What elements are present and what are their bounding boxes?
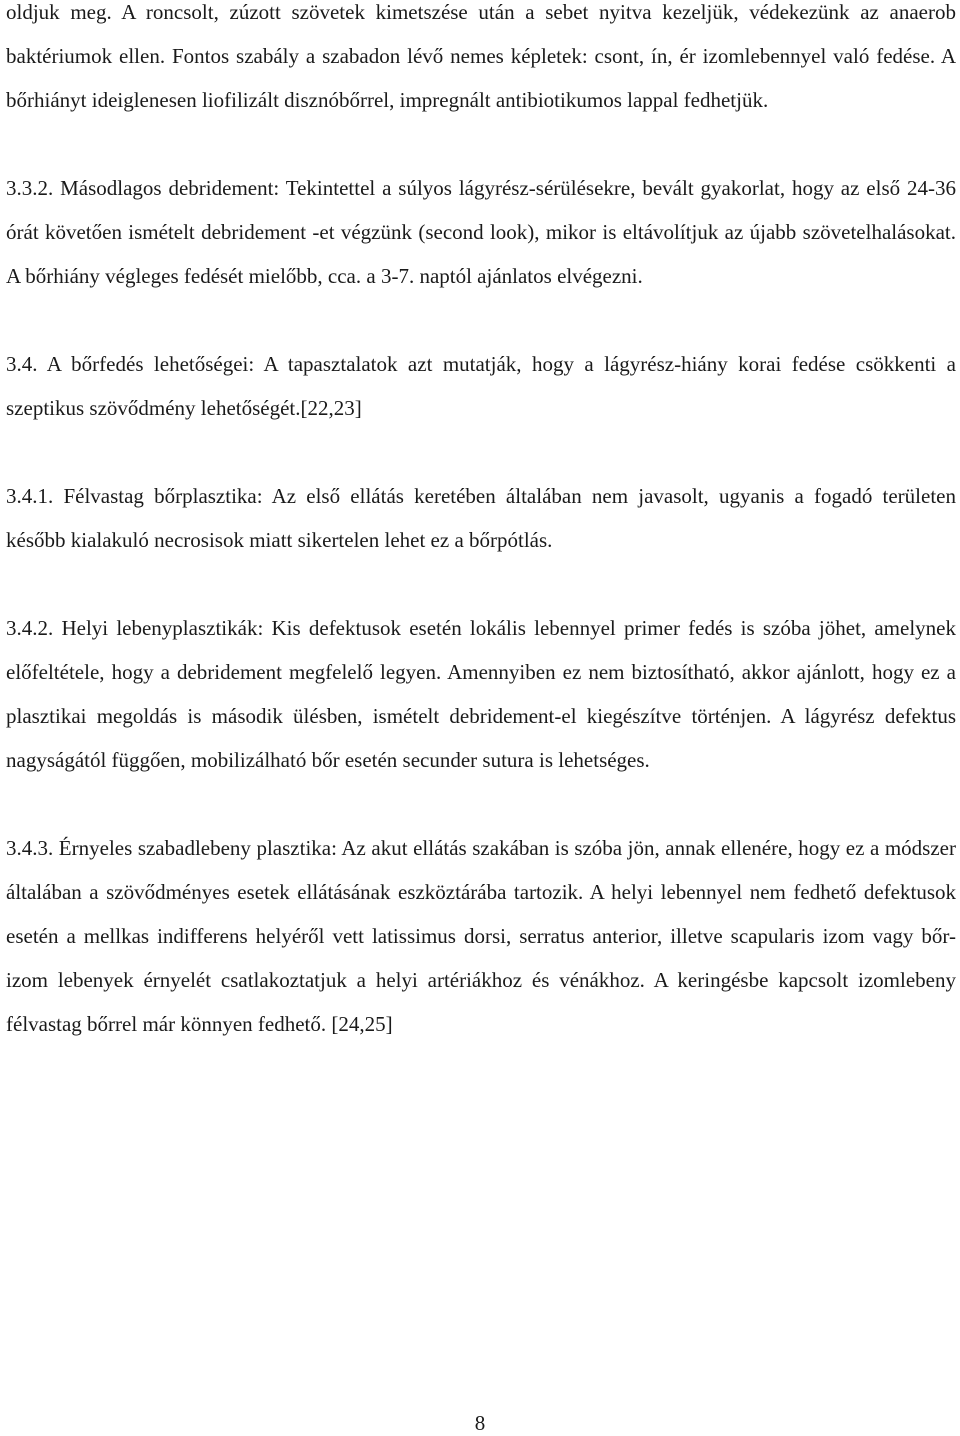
paragraph-local-flaps: 3.4.2. Helyi lebenyplasztikák: Kis defektusok esetén lokális lebennyel primer fedés is szóba jöhet, amelynek előfeltétele, hogy a debridement megfelelő legyen. Amennyiben ez nem biztosítható, akkor ajánlott, hogy ez a plasztikai megoldás is második ülésben, ismételt debridement-el kiegészítve történjen. A lágyrész defektus nagyságától függően, mobilizálható bőr esetén secunder sutura is lehetséges. [6,616,956,772]
page-number: 8 [474,1411,486,1435]
paragraph-split-thickness-graft: 3.4.1. Félvastag bőrplasztika: Az első ellátás keretében általában nem javasolt, ugyanis a fogadó területen később kialakuló necrosisok miatt sikertelen lehet ez a bőrpótlás. [6,484,956,552]
document-page [6,0,956,1090]
paragraph-free-flap: 3.4.3. Érnyeles szabadlebeny plasztika: Az akut ellátás szakában is szóba jön, annak ellenére, hogy ez a módszer általában a szövődményes esetek ellátásának eszköztárába tartozik. A helyi lebennyel nem fedhető defektusok esetén a mellkas indifferens helyéről vett latissimus dorsi, serratus anterior, illetve scapularis izom vagy bőr-izom lebenyek érnyelét csatlakoztatjuk a helyi artériákhoz és vénákhoz. A keringésbe kapcsolt izomlebeny félvastag bőrrel már könnyen fedhető. [24,25] [6,836,956,1036]
paragraph-wound-care: oldjuk meg. A roncsolt, zúzott szövetek kimetszése után a sebet nyitva kezeljük, védekezünk az anaerob baktériumok ellen. Fontos szabály a szabadon lévő nemes képletek: csont, ín, ér izomlebennyel való fedése. A bőrhiányt ideiglenesen liofilizált disznóbőrrel, impregnált antibiotikumos lappal fedhetjük. [6,0,956,112]
paragraph-skin-coverage-options: 3.4. A bőrfedés lehetőségei: A tapasztalatok azt mutatják, hogy a lágyrész-hiány korai fedése csökkenti a szeptikus szövődmény lehetőségét.[22,23] [6,352,956,420]
paragraph-secondary-debridement: 3.3.2. Másodlagos debridement: Tekintettel a súlyos lágyrész-sérülésekre, bevált gyakorlat, hogy az első 24-36 órát követően ismételt debridement -et végzünk (second look), mikor is eltávolítjuk az újabb szövetelhalásokat. A bőrhiány végleges fedését mielőbb, cca. a 3-7. naptól ajánlatos elvégezni. [6,176,956,288]
